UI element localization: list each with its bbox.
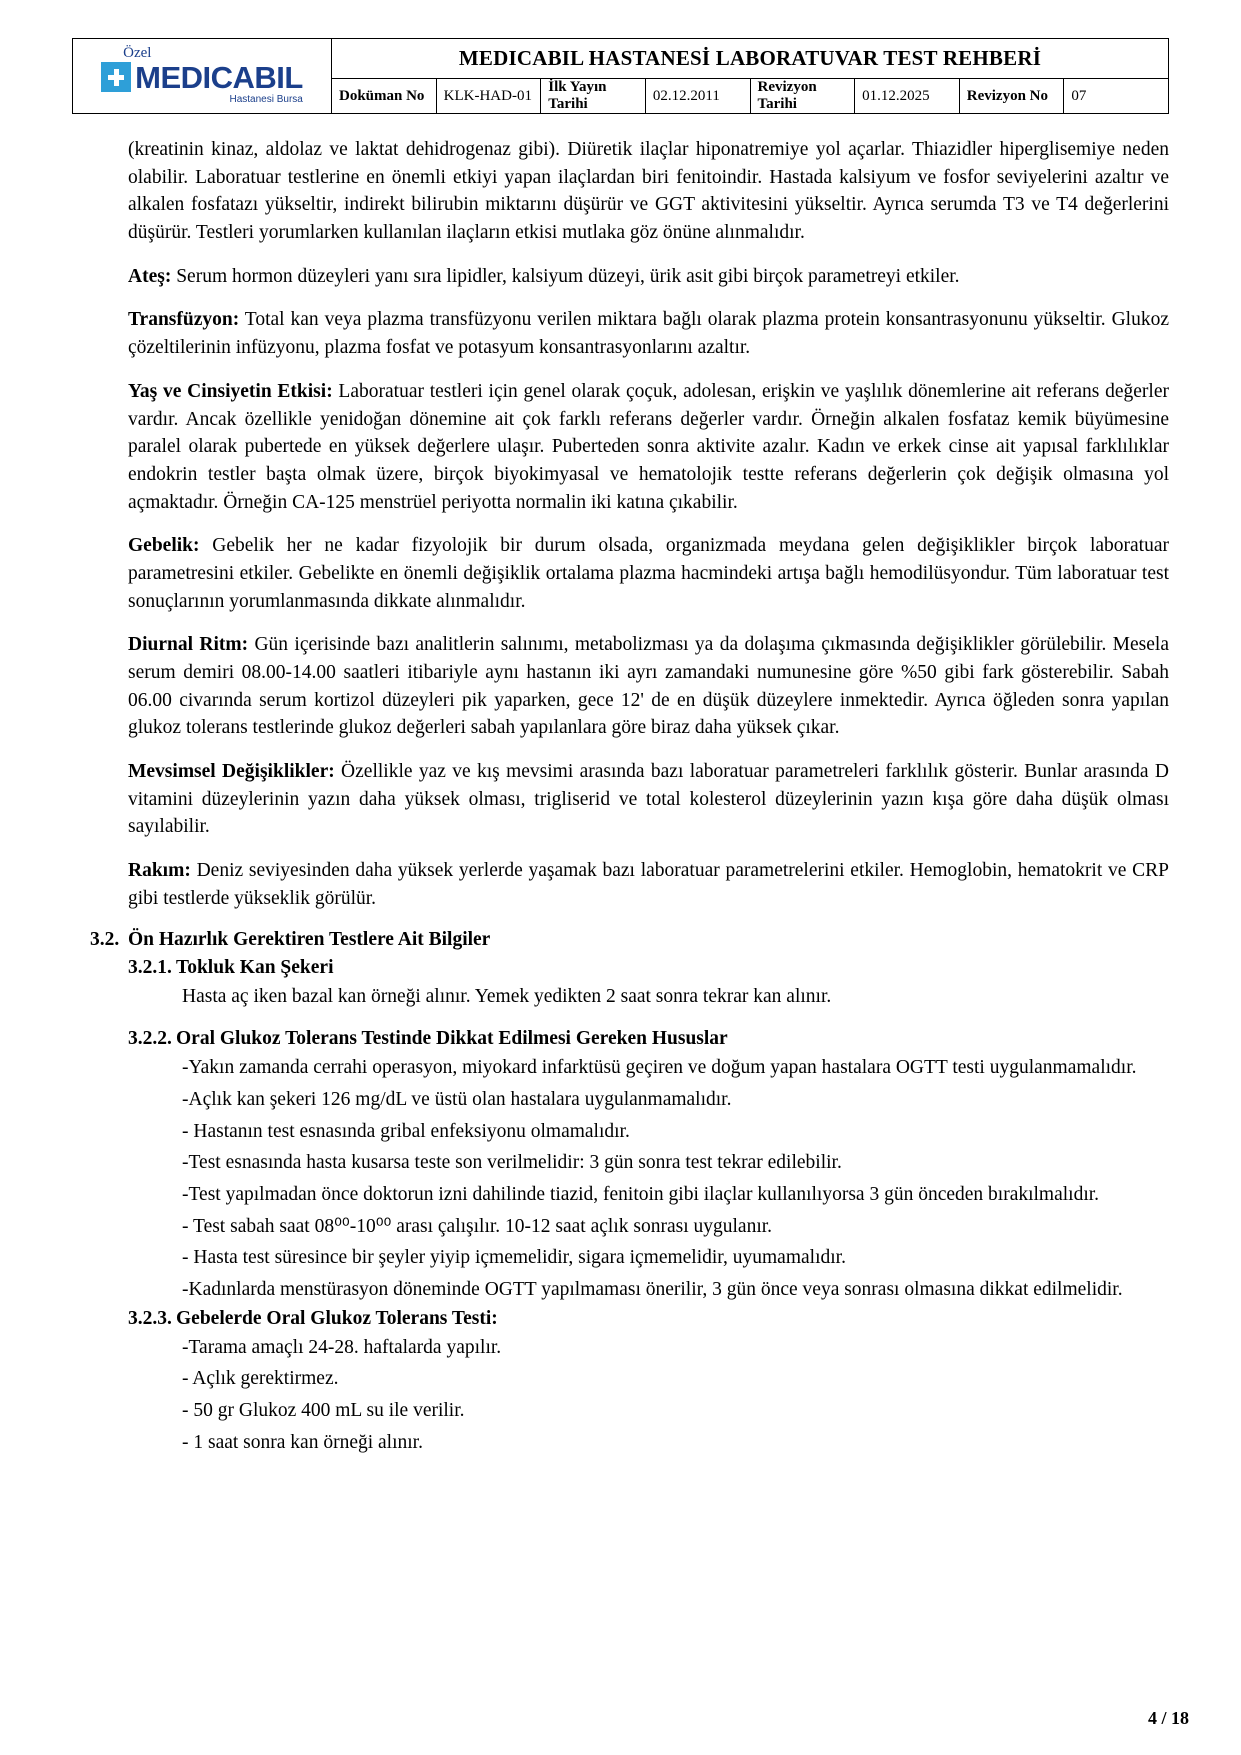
meta-label-revision-no: Revizyon No [959,79,1064,114]
list-item: -Tarama amaçlı 24-28. haftalarda yapılır. [182,1336,502,1358]
paragraph-fever [72,263,1169,291]
paragraph-pregnancy [72,532,1169,615]
label-seasonal-changes: Mevsimsel Değişiklikler: [128,761,335,783]
meta-label-document-no: Doküman No [332,79,437,114]
text-fever: Serum hormon düzeyleri yanı sıra lipidler, kalsiyum düzeyi, ürik asit gibi birçok parametreyi etkiler. [171,265,960,287]
list-item: - 1 saat sonra kan örneği alınır. [182,1431,423,1453]
label-fever: Ateş: [128,265,172,287]
section-3-2-title: Ön Hazırlık Gerektiren Testlere Ait Bilgiler [128,928,491,950]
meta-value-revision-no: 07 [1064,79,1169,114]
label-altitude: Rakım: [128,860,191,882]
paragraph-transfusion [72,306,1169,361]
list-item: - 50 gr Glukoz 400 mL su ile verilir. [182,1400,465,1422]
list-item: -Açlık kan şekeri 126 mg/dL ve üstü olan hastalara uygulanmamalıdır. [182,1088,732,1110]
text-altitude: Deniz seviyesinden daha yüksek yerlerde yaşamak bazı laboratuar parametrelerini etkiler. Hemoglobin, hematokrit ve CRP gibi testlerde yükseklik görülür. [128,860,1169,909]
section-3-2-3-heading [72,1308,1169,1330]
text-transfusion: Total kan veya plazma transfüzyonu verilen miktara bağlı olarak plazma protein konsantrasyonunu yükseltir. Glukoz çözeltilerinin infüzyonu, plazma fosfat ve potasyum konsantrasyonlarını azaltır. [128,309,1169,359]
section-3-2-3-title: Gebelerde Oral Glukoz Tolerans Testi: [176,1307,498,1329]
section-3-2-number: 3.2. [90,928,120,950]
meta-value-document-no: KLK-HAD-01 [436,79,541,114]
meta-label-revision-date: Revizyon Tarihi [750,79,855,114]
label-transfusion: Transfüzyon: [128,309,240,331]
text-pregnancy: Gebelik her ne kadar fizyolojik bir durum olsada, organizmada meydana gelen değişiklikler birçok laboratuar parametresini etkiler. Gebelikte en önemli değişiklik ortalama plazma hacmindeki artışa bağlı hemodilüsyondur. Tüm laboratuar test sonuçlarının yorumlanmasında dikkate alınmalıdır. [128,535,1169,612]
paragraph-drug-effects: (kreatinin kinaz, aldolaz ve laktat dehidrogenaz gibi). Diüretik ilaçlar hiponatremiye yol açarlar. Thiazidler hiperglisemiye neden olabilir. Laboratuar testlerine en önemli etkiyi yapan ilaçlardan biri fenitoindir. Hastada kalsiyum ve fosfor seviyelerini azaltır ve alkalen fosfatazı yükseltir, indirekt bilirubin miktarını düşürür ve GGT aktivitesini yükseltir. Ayrıca serumda T3 ve T4 değerlerini düşürür. Testleri yorumlarken kullanılan ilaçların etkisi mutlaka göz önüne alınmalıdır. [128,139,1169,244]
logo-ozel-text: Özel [123,44,152,61]
section-3-2-1-heading [72,957,1169,979]
section-3-2-1-body: Hasta aç iken bazal kan örneği alınır. Yemek yedikten 2 saat sonra tekrar kan alınır. [182,985,832,1007]
paragraph-seasonal-changes [72,758,1169,841]
meta-label-first-issue-date: İlk Yayın Tarihi [541,79,646,114]
paragraph-diurnal-rhythm [72,631,1169,742]
list-item: -Yakın zamanda cerrahi operasyon, miyokard infarktüsü geçiren ve doğum yapan hastalara OGTT testi uygulanmamalıdır. [182,1057,1137,1079]
section-3-2-heading [72,929,1169,951]
page-number: 4 / 18 [1147,1708,1189,1728]
text-age-gender: Laboratuar testleri için genel olarak çoçuk, adolesan, erişkin ve yaşlılık dönemlerine ait referans değerler vardır. Ancak özellikle yenidoğan dönemine ait çok farklı referans değerler vardır. Örneğin alkalen fosfataz kemik büyümesine paralel olarak pubertede en yüksek değerlere ulaşır. Puberteden sonra aktivite azalır. Kadın ve erkek cinse ait yapısal farklılıklar endokrin testler başta olmak üzere, birçok biyokimyasal ve hematolojik testte referans değerlerin çok değişik olmasına yol açmaktadır. Örneğin CA-125 menstrüel periyotta normalin iki katına çıkabilir. [128,380,1169,513]
meta-value-first-issue-date: 02.12.2011 [645,79,750,114]
paragraph-age-gender [72,378,1169,516]
text-diurnal-rhythm: Gün içerisinde bazı analitlerin salınımı, metabolizması ya da dolaşıma çıkmasında değişiklikler görülebilir. Mesela serum demiri 08.00-14.00 saatleri itibariyle aynı hastanın iki ayrı zamandaki numunesine göre %50 gibi fark gösterebilir. Sabah 06.00 civarında serum kortizol düzeyleri pik yaparken, gece 12' de en düşük düzeylere inmektedir. Ayrıca öğleden sonra yapılan glukoz tolerans testlerinde glukoz değerleri sabah yapılanlara göre biraz daha yüksek çıkar. [128,634,1169,739]
section-3-2-2-number: 3.2.2. [128,1028,172,1050]
list-item: - Test sabah saat 08⁰⁰-10⁰⁰ arası çalışılır. 10-12 saat açlık sonrası uygulanır. [182,1215,773,1237]
paragraph-altitude [72,857,1169,912]
document-title: MEDICABIL HASTANESİ LABORATUVAR TEST REHBERİ [332,39,1169,79]
section-3-2-2-title: Oral Glukoz Tolerans Testinde Dikkat Edilmesi Gereken Hususlar [176,1028,728,1050]
spacer [72,1014,1169,1028]
label-diurnal-rhythm: Diurnal Ritm: [128,634,249,656]
meta-value-revision-date: 01.12.2025 [855,79,960,114]
logo-name-text: MEDICABIL [135,59,303,95]
section-3-2-3-number: 3.2.3. [128,1307,172,1329]
label-age-gender: Yaş ve Cinsiyetin Etkisi: [128,380,333,402]
hospital-logo [73,39,332,114]
list-item: -Test esnasında hasta kusarsa teste son verilmelidir: 3 gün sonra test tekrar edilebilir. [182,1152,842,1174]
section-3-2-1-title: Tokluk Kan Şekeri [176,956,334,978]
list-item: - Hasta test süresince bir şeyler yiyip içmemelidir, sigara içmemelidir, uyumamalıdır. [182,1247,846,1269]
list-item: -Kadınlarda menstürasyon döneminde OGTT yapılmaması önerilir, 3 gün önce veya sonrası olmasına dikkat edilmelidir. [182,1279,1123,1300]
logo-subtitle-text: Hastanesi Bursa [229,93,303,105]
document-body [72,136,1169,1456]
list-item: - Hastanın test esnasında gribal enfeksiyonu olmamalıdır. [182,1120,630,1142]
list-item: - Açlık gerektirmez. [182,1368,339,1390]
label-pregnancy: Gebelik: [128,535,200,557]
section-3-2-2-heading [72,1028,1169,1050]
document-header-table [72,38,1169,114]
medical-cross-icon [101,62,131,92]
text-seasonal-changes: Özellikle yaz ve kış mevsimi arasında bazı laboratuar parametreleri farklılık gösterir. Bunlar arasında D vitamini düzeylerinin yazın daha yüksek olması, trigliserid ve total kolesterol düzeylerinin yazın kışa göre daha düşük olması sayılabilir. [128,761,1169,838]
section-3-2-1-number: 3.2.1. [128,956,172,978]
list-item: -Test yapılmadan önce doktorun izni dahilinde tiazid, fenitoin gibi ilaçlar kullanılıyorsa 3 gün önceden bırakılmalıdır. [182,1183,1100,1205]
